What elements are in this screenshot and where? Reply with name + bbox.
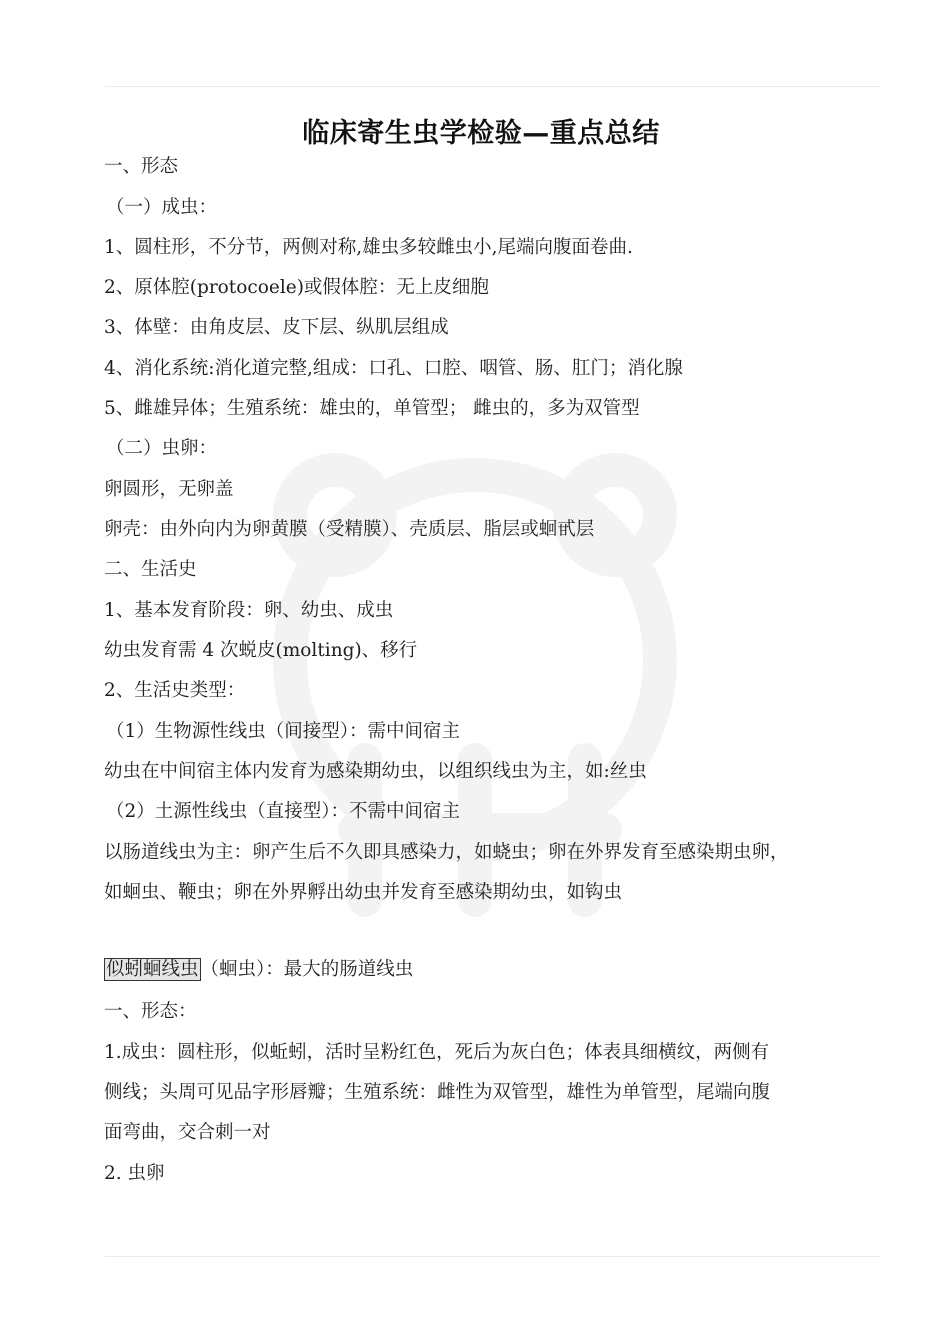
text-line: 侧线；头周可见品字形唇瓣；生殖系统：雌性为双管型，雄性为单管型，尾端向腹 xyxy=(104,1082,771,1103)
text-line: 2. 虫卵 xyxy=(104,1163,165,1184)
section-heading-rest: （蛔虫）：最大的肠道线虫 xyxy=(200,959,414,980)
text-line: （1）生物源性线虫（间接型）：需中间宿主 xyxy=(106,721,461,742)
header-rule xyxy=(105,86,880,87)
text-line: 1.成虫：圆柱形，似蚯蚓，活时呈粉红色，死后为灰白色；体表具细横纹，两侧有 xyxy=(104,1042,770,1063)
section-heading-ascaris xyxy=(104,957,874,983)
text-line: 3、体壁：由角皮层、皮下层、纵肌层组成 xyxy=(104,317,449,338)
text-line: 面弯曲，交合刺一对 xyxy=(104,1122,271,1143)
text-line: 卵壳：由外向内为卵黄膜（受精膜）、壳质层、脂层或蛔甙层 xyxy=(104,519,595,540)
heading-morphology-2: 一、形态： xyxy=(104,1001,197,1022)
text-line: （2）土源性线虫（直接型）：不需中间宿主 xyxy=(106,801,461,822)
text-line: 4、消化系统:消化道完整,组成：口孔、口腔、咽管、肠、肛门；消化腺 xyxy=(104,358,683,379)
footer-rule xyxy=(105,1256,880,1257)
text-line: 卵圆形，无卵盖 xyxy=(104,479,234,500)
text-line: 幼虫发育需 4 次蜕皮(molting)、移行 xyxy=(104,640,418,661)
subheading-adult: （一）成虫： xyxy=(106,197,218,218)
subheading-egg: （二）虫卵： xyxy=(106,438,218,459)
text-line: 1、基本发育阶段：卵、幼虫、成虫 xyxy=(104,600,394,621)
text-line: 2、原体腔(protocoele)或假体腔：无上皮细胞 xyxy=(104,277,489,298)
text-line: 2、生活史类型： xyxy=(104,680,246,701)
text-line: 以肠道线虫为主：卵产生后不久即具感染力，如蛲虫；卵在外界发育至感染期虫卵， xyxy=(104,842,789,863)
text-line: 如蛔虫、鞭虫；卵在外界孵出幼虫并发育至感染期幼虫，如钩虫 xyxy=(104,882,623,903)
text-line: 幼虫在中间宿主体内发育为感染期幼虫，以组织线虫为主，如:丝虫 xyxy=(104,761,647,782)
highlighted-term: 似蚓蛔线虫 xyxy=(106,959,199,980)
text-line: 1、圆柱形，不分节，两侧对称,雄虫多较雌虫小,尾端向腹面卷曲. xyxy=(104,237,633,258)
heading-life-history: 二、生活史 xyxy=(104,559,197,580)
document-title: 临床寄生虫学检验—重点总结 xyxy=(302,118,660,149)
heading-morphology: 一、形态 xyxy=(104,156,179,177)
text-line: 5、雌雄异体；生殖系统：雄虫的，单管型； 雌虫的，多为双管型 xyxy=(104,398,640,419)
